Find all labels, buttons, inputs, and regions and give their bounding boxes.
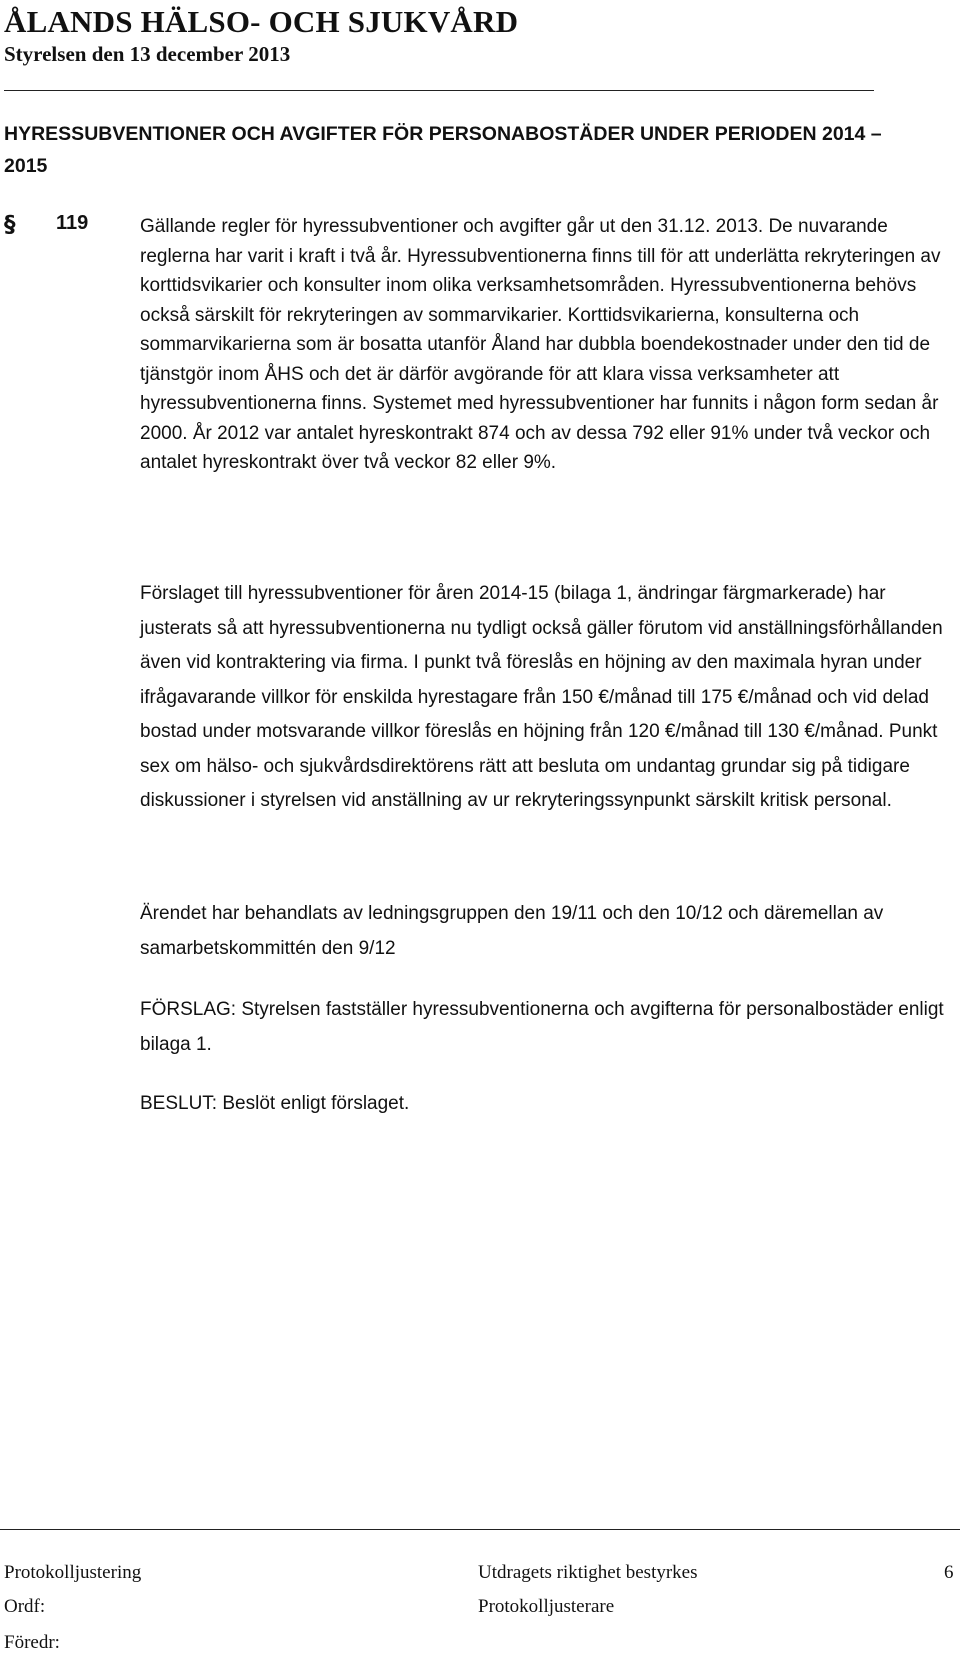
footer-utdrag: Utdragets riktighet bestyrkes <box>478 1562 698 1583</box>
footer-protokolljustering: Protokolljustering <box>4 1562 142 1583</box>
paragraph-sign: § <box>4 212 16 238</box>
organization-title: ÅLANDS HÄLSO- OCH SJUKVÅRD <box>4 4 519 39</box>
footer-protokolljusterare: Protokolljusterare <box>478 1596 615 1617</box>
handling-paragraph: Ärendet har behandlats av ledningsgruppen den 19/11 och den 10/12 och däremellan av samarbetskommittén den 9/12 <box>140 903 884 959</box>
footer-divider <box>0 1529 960 1530</box>
footer-foredr: Föredr: <box>4 1632 60 1653</box>
forslag-paragraph: FÖRSLAG: Styrelsen fastställer hyressubventionerna och avgifterna för personalbostäder enligt bilaga 1. <box>140 999 944 1055</box>
proposal-paragraph: Förslaget till hyressubventioner för åren 2014-15 (bilaga 1, ändringar färgmarkerade) har justerats så att hyressubventionerna nu tydligt också gäller förutom vid anställningsförhållanden även vid kontraktering via firma. I punkt två föreslås en höjning av den maximala hyran under ifrågavarande villkor för enskilda hyrestagare från 150 €/månad till 175 €/månad och vid delad bostad under motsvarande villkor föreslås en höjning från 120 €/månad till 130 €/månad. Punkt sex om hälso- och sjukvårdsdirektörens rätt att besluta om undantag grundar sig på tidigare diskussioner i styrelsen vid anställning av ur rekryteringssynpunkt särskilt kritisk personal. <box>140 583 943 811</box>
paragraph-number: 119 <box>56 212 89 234</box>
meeting-date: Styrelsen den 13 december 2013 <box>4 42 291 66</box>
intro-paragraph: Gällande regler för hyressubventioner och avgifter går ut den 31.12. 2013. De nuvarande reglerna har varit i kraft i två år. Hyressubventionerna finns till för att underlätta rekryteringen av korttidsvikarier och konsulter inom olika verksamhetsområden. Hyressubventionerna behövs också särskilt för rekryteringen av sommarvikarier. Korttidsvikarierna, konsulterna och sommarvikarierna som är bosatta utanför Åland har dubbla boendekostnader under den tid de tjänstgör inom ÅHS och det är därför avgörande för att klara vissa verksamheter att hyressubventionerna finns. Systemet med hyressubventioner har funnits i någon form sedan år 2000. År 2012 var antalet hyreskontrakt 874 och av dessa 792 eller 91% under två veckor och antalet hyreskontrakt över två veckor 82 eller 9%. <box>140 216 941 473</box>
footer-page-number: 6 <box>944 1562 954 1583</box>
section-heading: HYRESSUBVENTIONER OCH AVGIFTER FÖR PERSONABOSTÄDER UNDER PERIODEN 2014 – 2015 <box>4 123 882 177</box>
beslut-paragraph: BESLUT: Beslöt enligt förslaget. <box>140 1093 410 1114</box>
footer-ordf: Ordf: <box>4 1596 46 1617</box>
header-divider <box>4 90 874 91</box>
